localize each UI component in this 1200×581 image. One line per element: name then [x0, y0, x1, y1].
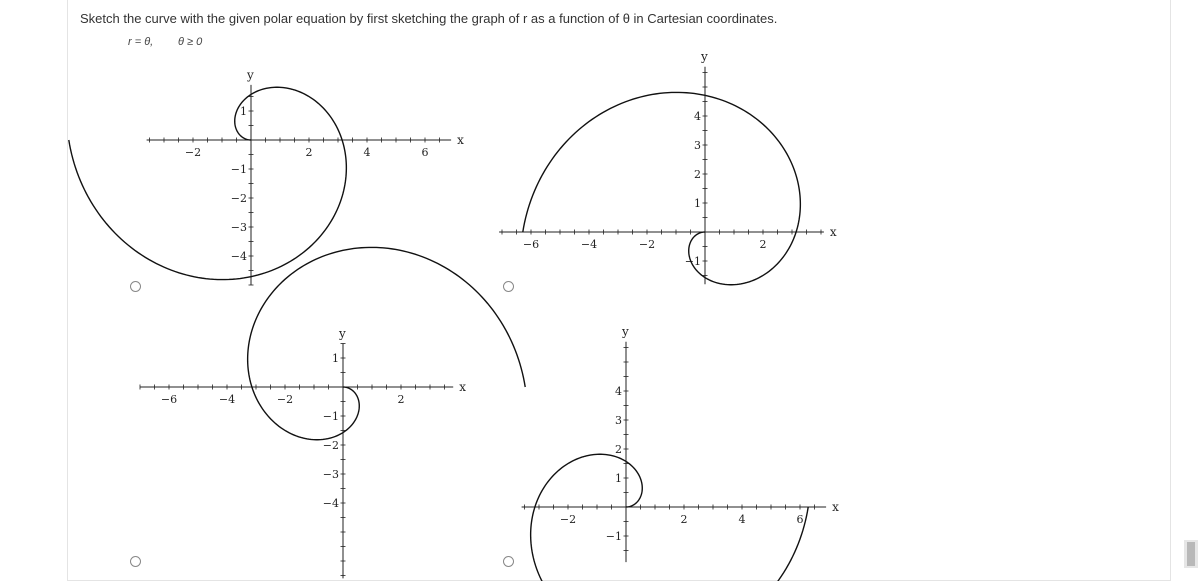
- option-a-x-tick-label: −2: [184, 146, 202, 159]
- option-b-graph[interactable]: [505, 49, 845, 300]
- option-d-y-tick-label: 2: [615, 443, 622, 456]
- option-b-y-tick-label: 3: [694, 139, 701, 152]
- option-c-y-tick-label: −3: [322, 468, 339, 481]
- option-b-x-axis-label: x: [829, 225, 837, 239]
- option-a-x-tick-label: 6: [421, 146, 429, 159]
- option-d-y-axis-label: y: [622, 324, 629, 339]
- option-c-y-tick-label: −4: [322, 497, 339, 510]
- option-a-y-tick-label: 1: [240, 105, 247, 118]
- option-a-y-tick-label: −4: [230, 250, 247, 263]
- option-a-y-tick-label: −3: [230, 221, 247, 234]
- option-d-x-tick-label: 6: [796, 513, 804, 526]
- option-b-x-tick-label: −6: [522, 238, 540, 251]
- option-c-graph[interactable]: [130, 326, 480, 575]
- option-a-x-tick-label: 2: [305, 146, 313, 159]
- option-a-x-axis-label: x: [457, 133, 464, 147]
- option-a-graph[interactable]: [130, 55, 480, 300]
- option-c-x-tick-label: −6: [160, 393, 178, 406]
- option-c-x-tick-label: 2: [397, 393, 405, 406]
- question-text: Sketch the curve with the given polar equation by first sketching the graph of r as a function of θ in Cartesian coordinates.: [80, 11, 778, 26]
- option-d-x-tick-label: −2: [559, 513, 577, 526]
- scrollbar-thumb[interactable]: [1187, 542, 1195, 566]
- option-b-spiral-curve: [523, 92, 801, 284]
- option-a-y-axis-label: y: [247, 67, 254, 82]
- option-b-x-tick-label: −4: [580, 238, 598, 251]
- option-b-y-tick-label: 2: [694, 168, 701, 181]
- option-d-y-tick-label: 3: [615, 414, 622, 427]
- option-c-x-tick-label: −2: [276, 393, 294, 406]
- option-b-y-tick-label: −1: [684, 255, 701, 268]
- option-a-y-tick-label: −2: [230, 192, 247, 205]
- option-b-y-tick-label: 4: [694, 110, 701, 123]
- scrollbar[interactable]: [1184, 540, 1198, 568]
- option-d-graph[interactable]: [505, 324, 845, 575]
- equation-expression: r = θ,: [128, 36, 154, 48]
- option-c-y-tick-label: −2: [322, 439, 339, 452]
- option-c-x-tick-label: −4: [218, 393, 236, 406]
- option-d-y-tick-label: −1: [605, 530, 622, 543]
- option-a-x-tick-label: 4: [363, 146, 371, 159]
- option-c-x-axis-label: x: [459, 380, 466, 394]
- option-d-x-axis-label: x: [832, 500, 839, 514]
- option-a-y-tick-label: −1: [230, 163, 247, 176]
- option-c-y-axis-label: y: [339, 326, 346, 341]
- option-b-x-tick-label: 2: [759, 238, 767, 251]
- option-c-y-tick-label: 1: [332, 352, 339, 365]
- option-d-x-tick-label: 2: [680, 513, 688, 526]
- option-d-y-tick-label: 1: [615, 472, 622, 485]
- equation-condition: θ ≥ 0: [178, 36, 203, 48]
- option-b-x-tick-label: −2: [638, 238, 656, 251]
- option-c-y-tick-label: −1: [322, 410, 339, 423]
- option-d-x-tick-label: 4: [738, 513, 746, 526]
- option-b-y-axis-label: y: [701, 49, 708, 64]
- option-d-y-tick-label: 4: [615, 385, 622, 398]
- option-b-y-tick-label: 1: [694, 197, 701, 210]
